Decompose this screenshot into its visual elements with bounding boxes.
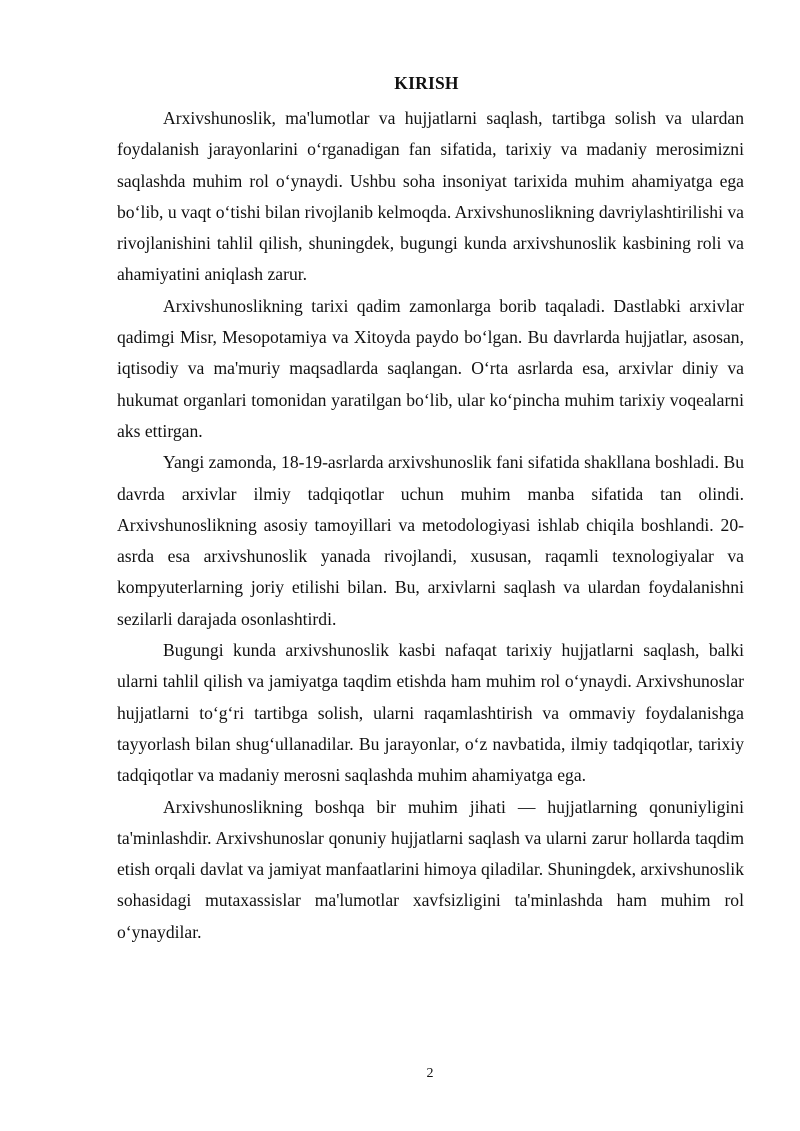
document-body <box>117 103 744 948</box>
page-number: 2 <box>426 1066 434 1081</box>
page-title: KIRISH <box>394 73 459 93</box>
paragraph: Yangi zamonda, 18-19-asrlarda arxivshunoslik fani sifatida shakllana boshladi. Bu davrda arxivlar ilmiy tadqiqotlar uchun muhim manba sifatida tan olindi. Arxivshunoslikning asosiy tamoyillari va metodologiyasi ishlab chiqila boshlandi. 20-asrda esa arxivshunoslik yanada rivojlandi, xususan, raqamli texnologiyalar va kompyuterlarning joriy etilishi bilan. Bu, arxivlarni saqlash va ulardan foydalanishni sezilarli darajada osonlashtirdi. <box>117 452 744 629</box>
paragraph: Arxivshunoslikning boshqa bir muhim jihati — hujjatlarning qonuniyligini ta'minlashdir. Arxivshunoslar qonuniy hujjatlarni saqlash va ularni zarur hollarda taqdim etish orqali davlat va jamiyat manfaatlarini himoya qiladilar. Shuningdek, arxivshunoslik sohasidagi mutaxassislar ma'lumotlar xavfsizligini ta'minlashda ham muhim rol o‘ynaydilar. <box>117 796 744 942</box>
paragraph: Arxivshunoslik, ma'lumotlar va hujjatlarni saqlash, tartibga solish va ulardan foydalanish jarayonlarini o‘rganadigan fan sifatida, tarixiy va madaniy merosimizni saqlashda muhim rol o‘ynaydi. Ushbu soha insoniyat tarixida muhim ahamiyatga ega bo‘lib, u vaqt o‘tishi bilan rivojlanib kelmoqda. Arxivshunoslikning davriylashtirilishi va rivojlanishini tahlil qilish, shuningdek, bugungi kunda arxivshunoslik kasbining roli va ahamiyatini aniqlash zarur. <box>117 108 744 285</box>
paragraph: Bugungi kunda arxivshunoslik kasbi nafaqat tarixiy hujjatlarni saqlash, balki ularni tahlil qilish va jamiyatga taqdim etishda ham muhim rol o‘ynaydi. Arxivshunoslar hujjatlarni to‘g‘ri tartibga solish, ularni raqamlashtirish va ommaviy foydalanishga tayyorlash bilan shug‘ullanadilar. Bu jarayonlar, o‘z navbatida, ilmiy tadqiqotlar, tarixiy tadqiqotlar va madaniy merosni saqlashda muhim ahamiyatga ega. <box>117 640 744 786</box>
paragraph: Arxivshunoslikning tarixi qadim zamonlarga borib taqaladi. Dastlabki arxivlar qadimgi Misr, Mesopotamiya va Xitoyda paydo bo‘lgan. Bu davrlarda hujjatlar, asosan, iqtisodiy va ma'muriy maqsadlarda saqlangan. O‘rta asrlarda esa, arxivlar diniy va hukumat organlari tomonidan yaratilgan bo‘lib, ular ko‘pincha muhim tarixiy voqealarni aks ettirgan. <box>117 295 744 441</box>
